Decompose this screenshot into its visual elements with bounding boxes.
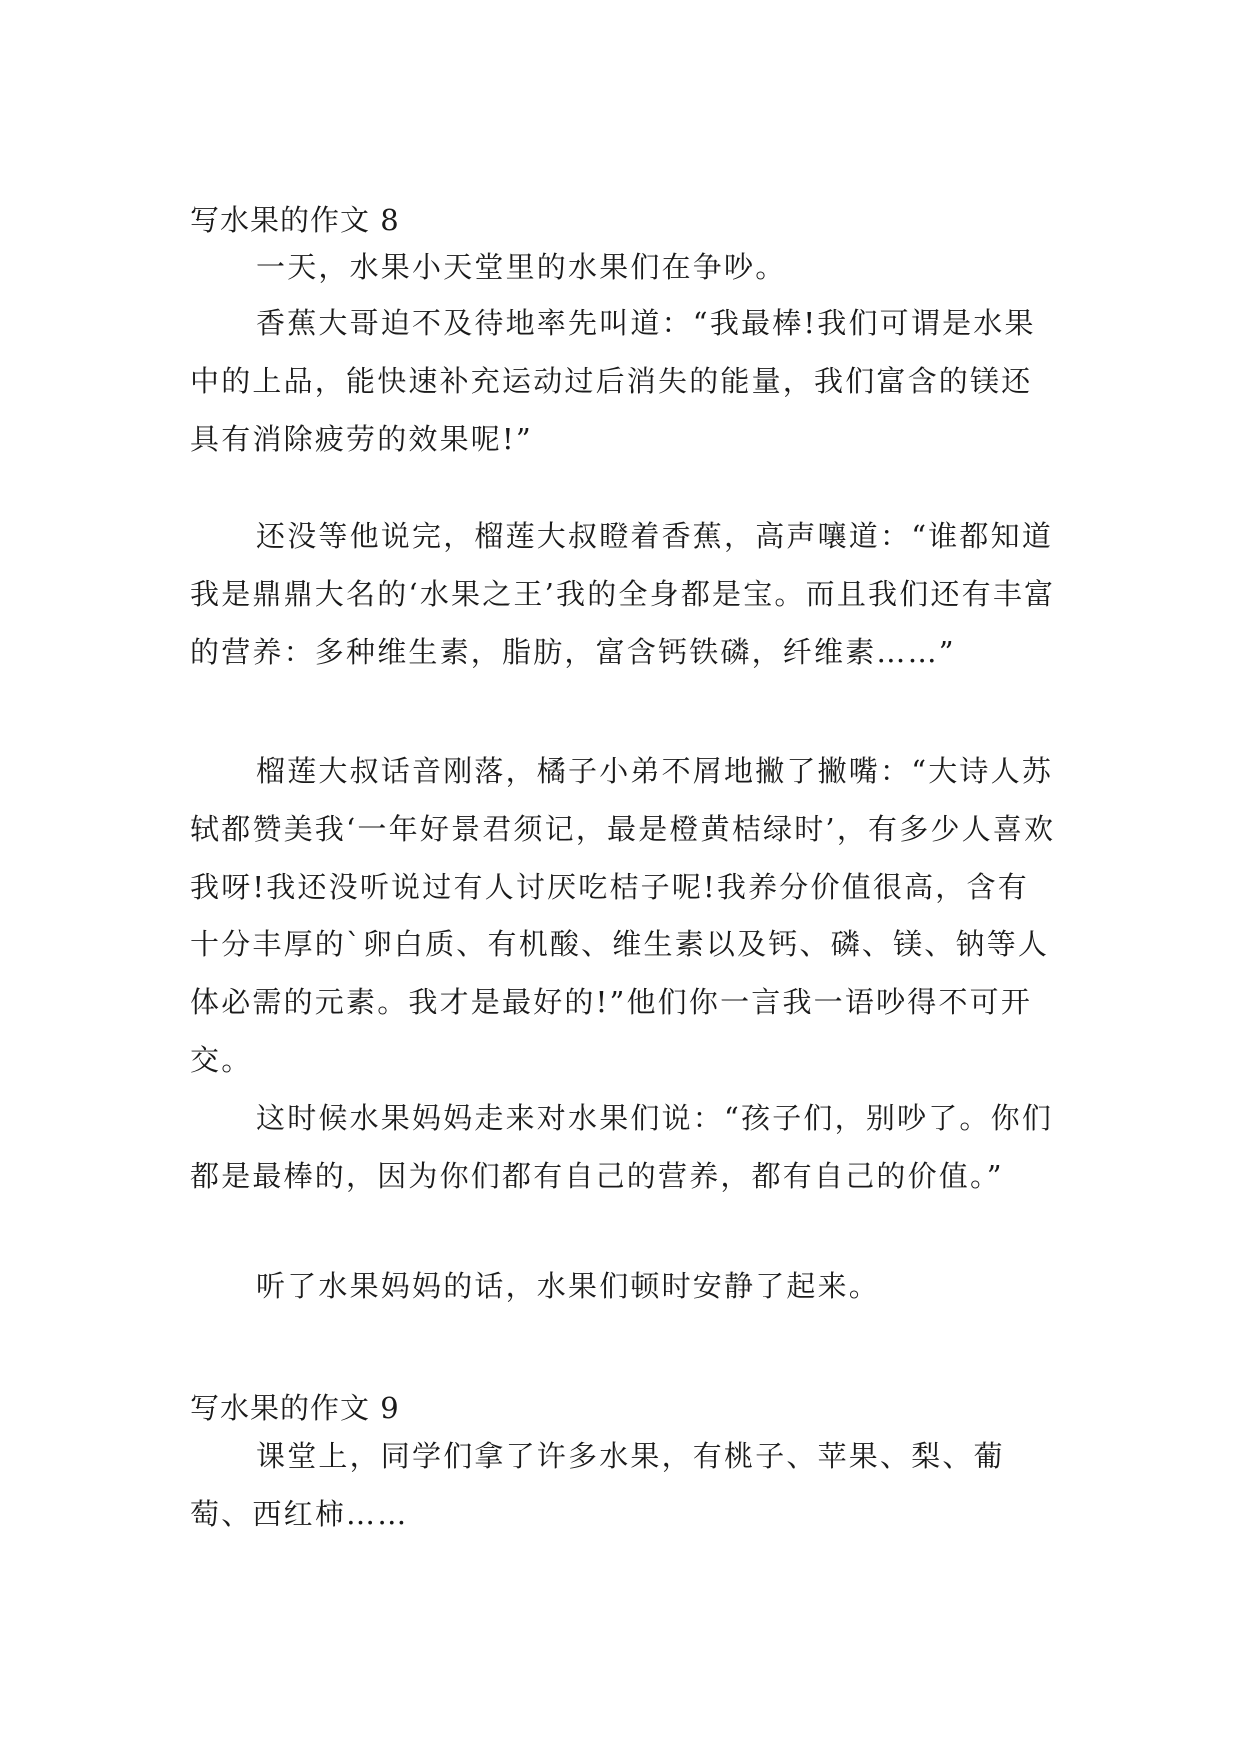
essay-9-paragraph-1: 课堂上，同学们拿了许多水果，有桃子、苹果、梨、葡萄、西红柿…… bbox=[190, 1439, 1005, 1531]
essay-8-heading: 写水果的作文 8 bbox=[190, 203, 400, 237]
essay-8-paragraph-5: 这时候水果妈妈走来对水果们说：“孩子们，别吵了。你们都是最棒的，因为你们都有自己的营养，都有自己的价值。” bbox=[190, 1101, 1054, 1193]
essay-8-paragraph-6: 听了水果妈妈的话，水果们顿时安静了起来。 bbox=[256, 1269, 881, 1303]
essay-9-heading: 写水果的作文 9 bbox=[190, 1391, 400, 1425]
essay-8-paragraph-3: 还没等他说完，榴莲大叔瞪着香蕉，高声嚷道：“谁都知道我是鼎鼎大名的‘水果之王’我的全身都是宝。而且我们还有丰富的营养：多种维生素，脂肪，富含钙铁磷，纤维素……” bbox=[190, 519, 1056, 669]
essay-8-paragraph-4: 榴莲大叔话音刚落，橘子小弟不屑地撇了撇嘴：“大诗人苏轼都赞美我‘一年好景君须记，最是橙黄桔绿时’，有多少人喜欢我呀!我还没听说过有人讨厌吃桔子呢!我养分价值很高，含有十分丰厚的`卵白质、有机酸、维生素以及钙、磷、镁、钠等人体必需的元素。我才是最好的!”他们你一言我一语吵得不可开交。 bbox=[190, 754, 1056, 1077]
essay-8-paragraph-2: 香蕉大哥迫不及待地率先叫道：“我最棒!我们可谓是水果中的上品，能快速补充运动过后消失的能量，我们富含的镁还具有消除疲劳的效果呢!” bbox=[190, 306, 1036, 456]
essay-8-paragraph-1: 一天，水果小天堂里的水果们在争吵。 bbox=[256, 250, 787, 284]
